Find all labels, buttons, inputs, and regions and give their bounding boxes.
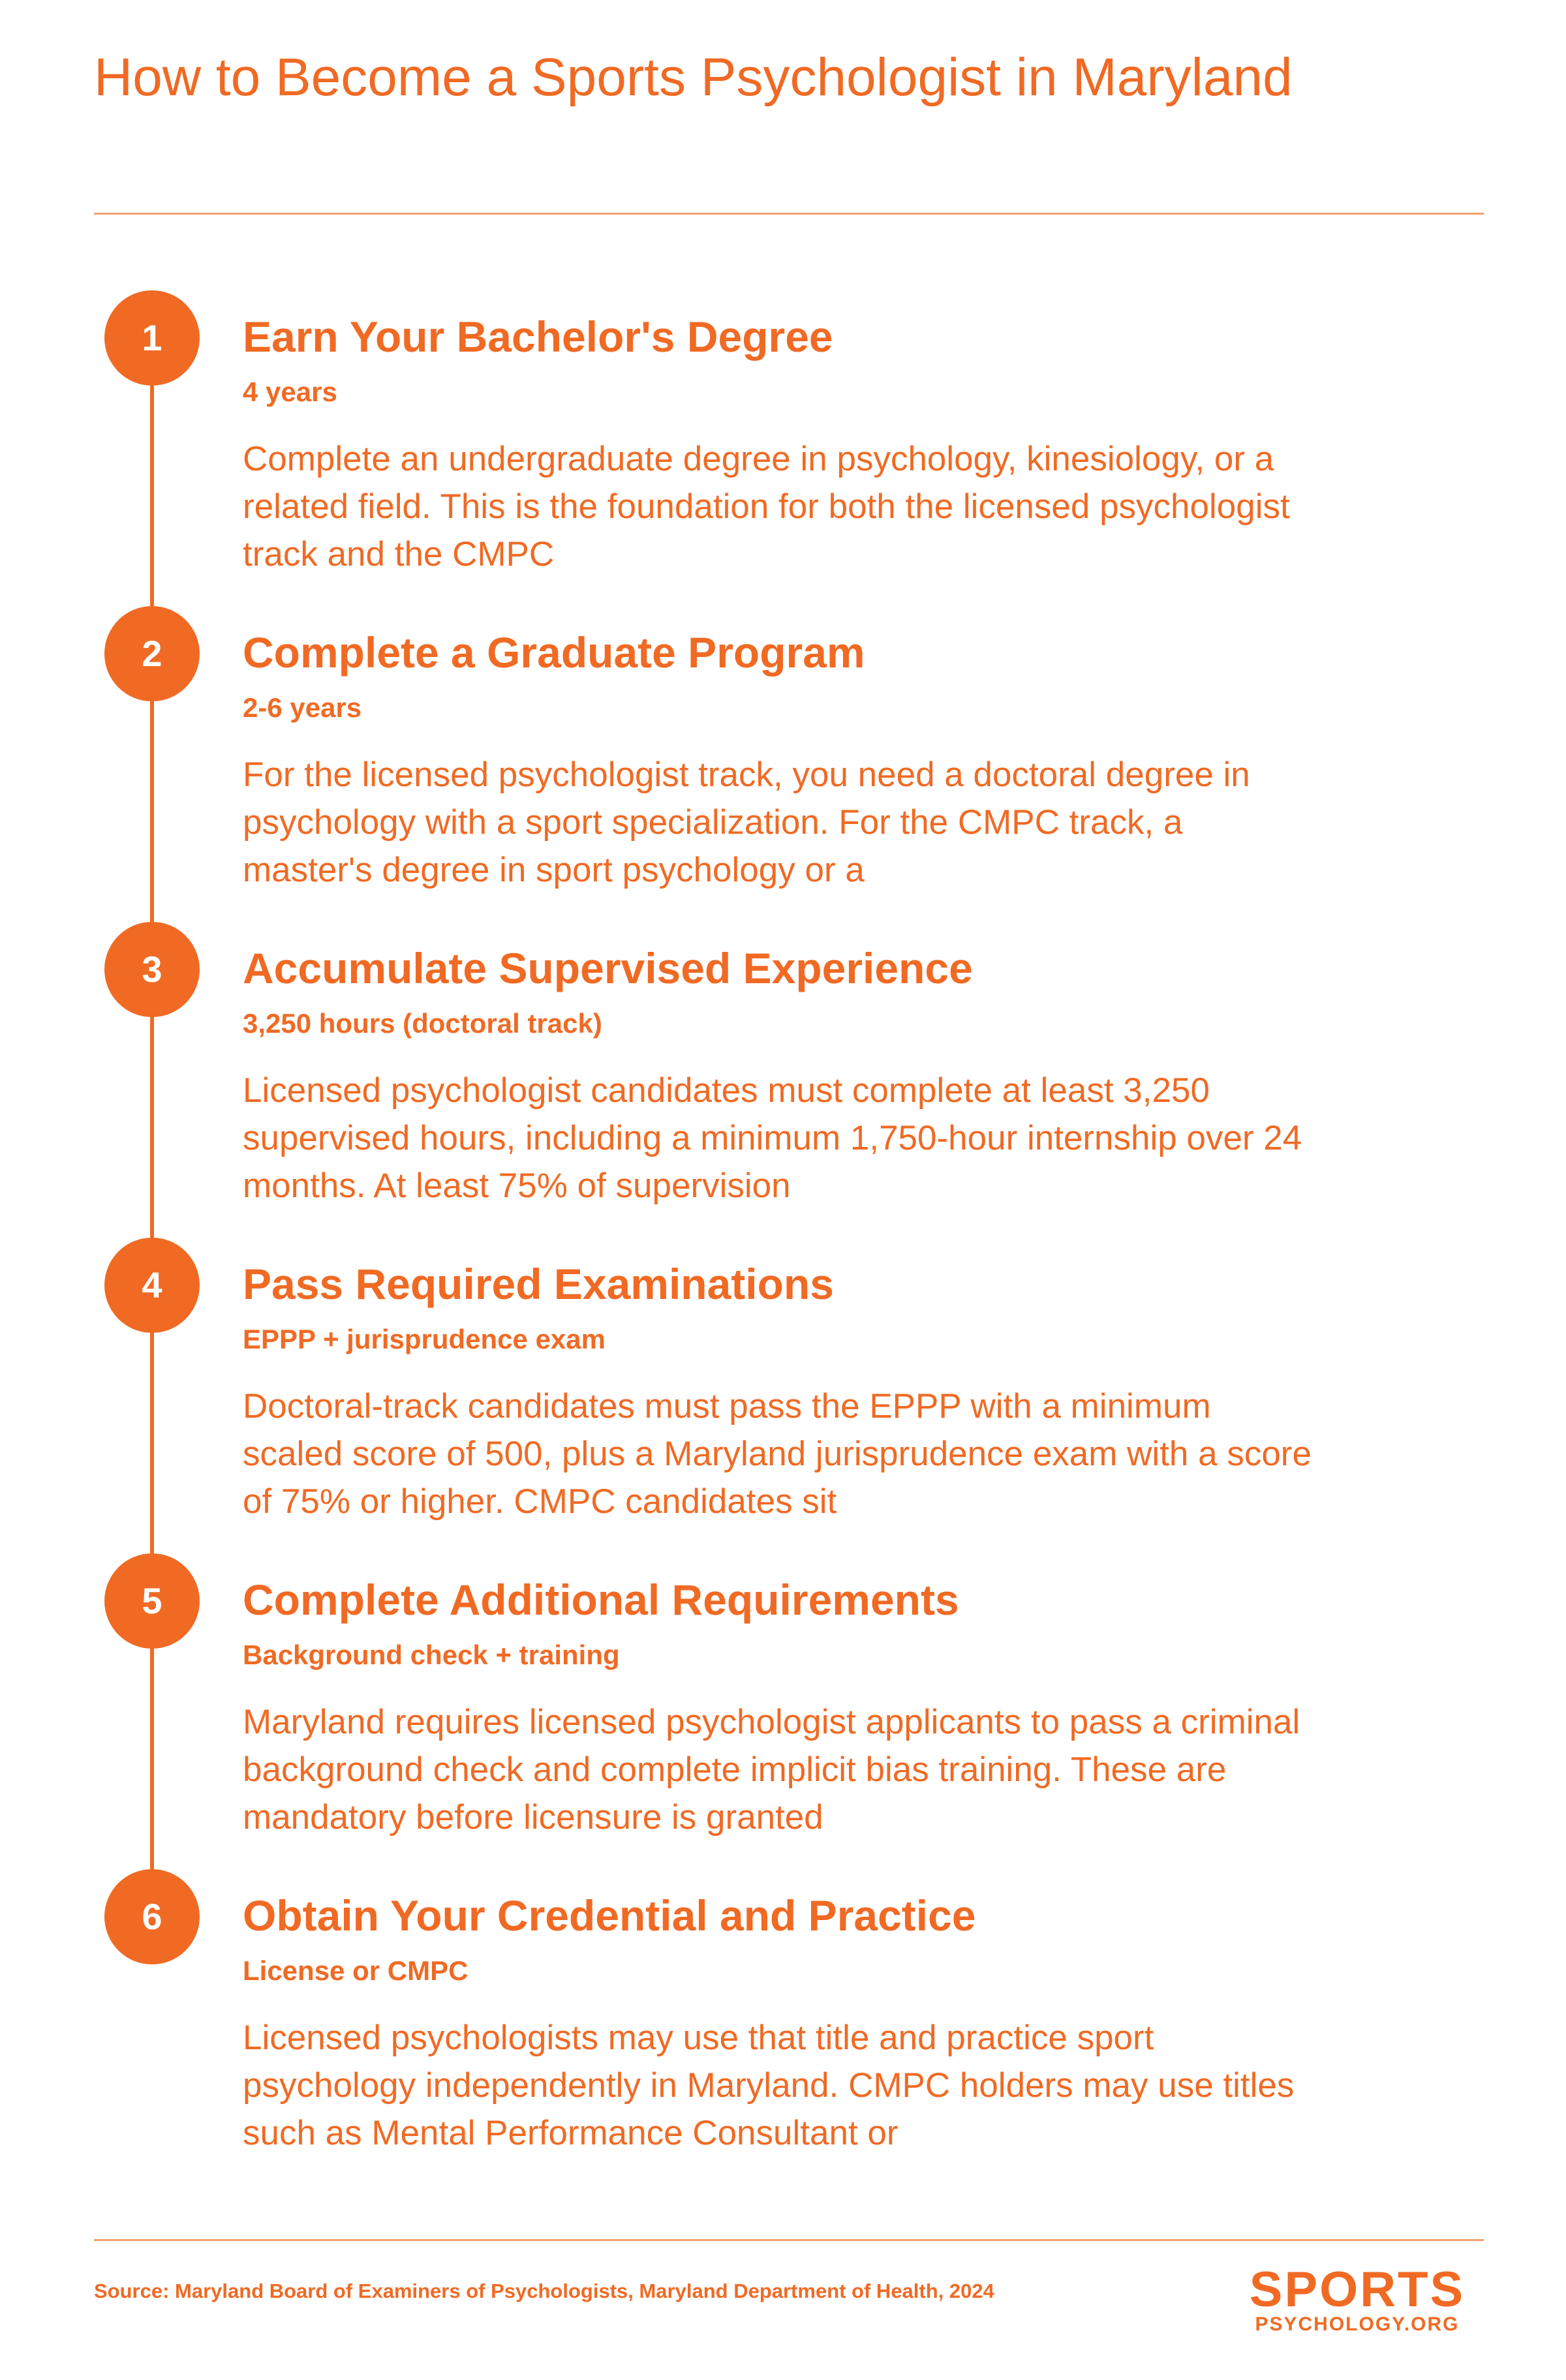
step-body: Maryland requires licensed psychologist applicants to pass a criminal background check and complete implicit bias training. These are mandatory before licensure is granted <box>243 1703 1300 1837</box>
step-title: Complete a Graduate Program <box>243 628 865 677</box>
sportspsychology-logo <box>1240 2263 1475 2336</box>
step-number-badge: 4 <box>104 1238 200 1333</box>
bottom-divider <box>94 2239 1484 2241</box>
step-2 <box>0 606 1566 922</box>
step-title: Obtain Your Credential and Practice <box>243 1891 976 1940</box>
step-body: Licensed psychologist candidates must complete at least 3,250 supervised hours, including a minimum 1,750-hour internship over 24 months. At least 75% of supervision <box>243 1071 1302 1205</box>
top-divider <box>94 213 1484 215</box>
step-subtitle: EPPP + jurisprudence exam <box>243 1324 606 1354</box>
step-3 <box>0 922 1566 1238</box>
step-1 <box>0 290 1566 606</box>
logo-wordmark: SPORTS <box>1249 2262 1466 2317</box>
step-subtitle: 2-6 years <box>243 692 362 723</box>
step-number-badge: 3 <box>104 922 200 1017</box>
logo-domain: PSYCHOLOGY.ORG <box>1255 2313 1460 2335</box>
step-body: For the licensed psychologist track, you need a doctoral degree in psychology with a sport specialization. For the CMPC track, a master's degree in sport psychology or a <box>243 755 1250 889</box>
step-5 <box>0 1553 1566 1869</box>
step-number-badge: 5 <box>104 1553 200 1649</box>
source-citation: Source: Maryland Board of Examiners of Psychologists, Maryland Department of Health, 2024 <box>94 2280 994 2302</box>
step-title: Pass Required Examinations <box>243 1260 834 1308</box>
step-title: Complete Additional Requirements <box>243 1576 959 1624</box>
step-subtitle: 4 years <box>243 376 337 407</box>
step-number-badge: 1 <box>104 290 200 386</box>
step-4 <box>0 1238 1566 1553</box>
step-subtitle: License or CMPC <box>243 1955 468 1986</box>
step-number-badge: 6 <box>104 1869 200 1964</box>
step-body: Licensed psychologists may use that title and practice sport psychology independently in Maryland. CMPC holders may use titles such as Mental Performance Consultant or <box>243 2019 1295 2152</box>
step-title: Accumulate Supervised Experience <box>243 944 973 992</box>
page-title: How to Become a Sports Psychologist in Maryland <box>94 48 1293 107</box>
step-subtitle: Background check + training <box>243 1640 620 1670</box>
step-6 <box>0 1869 1566 2185</box>
step-body: Complete an undergraduate degree in psychology, kinesiology, or a related field. This is the foundation for both the licensed psychologist track and the CMPC <box>243 440 1290 573</box>
step-body: Doctoral-track candidates must pass the EPPP with a minimum scaled score of 500, plus a Maryland jurisprudence exam with a score of 75% or higher. CMPC candidates sit <box>243 1387 1312 1521</box>
step-subtitle: 3,250 hours (doctoral track) <box>243 1008 602 1039</box>
step-title: Earn Your Bachelor's Degree <box>243 313 833 361</box>
step-number-badge: 2 <box>104 606 200 701</box>
